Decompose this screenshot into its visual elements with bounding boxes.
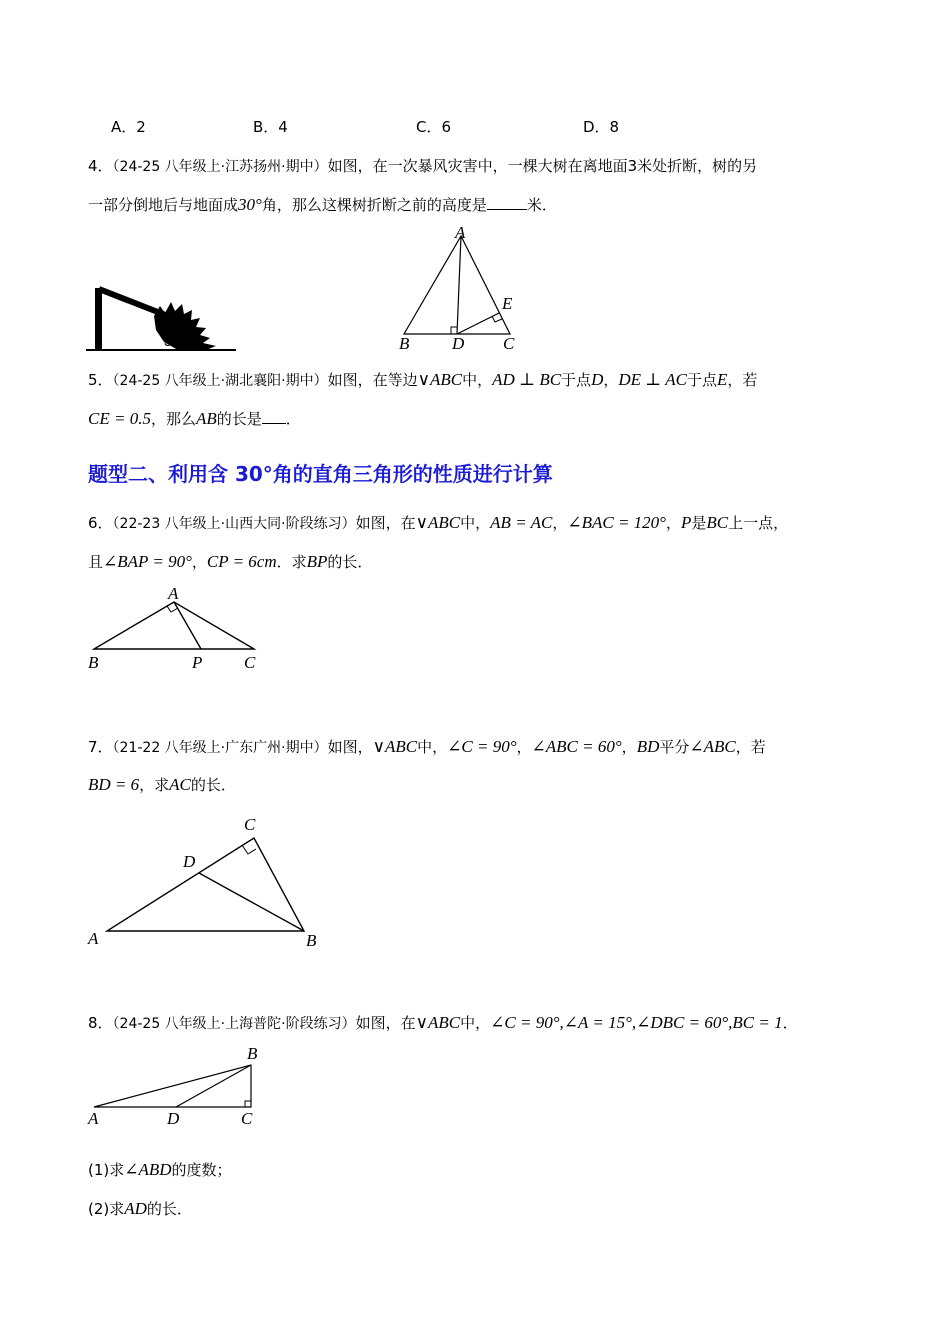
q8-line1: 8．（24-25 八年级上·上海普陀·阶段练习）如图，在∨ABC中，∠C = 90°,∠A = 15°,∠DBC = 60°,BC = 1． — [88, 1013, 798, 1032]
option-c: C．6 — [416, 118, 452, 136]
section-heading: 题型二、利用含 30°角的直角三角形的性质进行计算 — [88, 462, 553, 486]
q5-line1: 5．（24-25 八年级上·湖北襄阳·期中）如图，在等边∨ABC中，AD ⊥ BC于点D，DE ⊥ AC于点E，若 — [88, 370, 758, 389]
label-c: C — [244, 815, 256, 834]
q7-line1: 7．（21-22 八年级上·广东广州·期中）如图，∨ABC中，∠C = 90°，∠ABC = 60°，BD平分∠ABC，若 — [88, 737, 766, 756]
altitude-ad — [457, 236, 461, 334]
triangle-abc-q8-figure — [84, 1042, 269, 1132]
q6-line1: 6．（22-23 八年级上·山西大同·阶段练习）如图，在∨ABC中，AB = AC，∠BAC = 120°，P是BC上一点， — [88, 513, 789, 532]
triangle-abc — [94, 602, 254, 649]
label-d: D — [452, 334, 465, 353]
label-d: D — [167, 1109, 180, 1128]
label-a: A — [168, 584, 179, 603]
option-b: B．4 — [253, 118, 288, 136]
tree-figure — [86, 280, 241, 355]
option-d: D．8 — [583, 118, 620, 136]
answer-blank — [487, 195, 527, 210]
triangle-abd-figure — [84, 810, 329, 950]
tree-trunk — [95, 288, 102, 350]
q7-line2: BD = 6，求AC的长． — [88, 775, 236, 794]
right-angle-c — [245, 1101, 251, 1107]
label-p: P — [192, 653, 203, 672]
label-d: D — [183, 852, 196, 871]
option-a: A．2 — [111, 118, 146, 136]
label-a: A — [88, 1109, 99, 1128]
label-b: B — [306, 931, 317, 950]
label-a: A — [88, 929, 99, 948]
right-angle-e — [492, 316, 502, 322]
q8-sub2: (2)求AD的长． — [88, 1199, 192, 1218]
label-e: E — [502, 294, 513, 313]
q8-sub1: (1)求∠ABD的度数； — [88, 1160, 232, 1179]
fig-angle-label: 30° — [164, 333, 186, 349]
right-angle-c — [242, 845, 256, 854]
right-angle-d — [451, 327, 457, 334]
label-b: B — [399, 334, 410, 353]
triangle-abc-figure — [395, 225, 520, 355]
label-b: B — [247, 1044, 258, 1063]
label-c: C — [503, 334, 515, 353]
label-c: C — [244, 653, 256, 672]
triangle-abc — [94, 1065, 251, 1107]
q4-line1: 4．（24-25 八年级上·江苏扬州·期中）如图，在一次暴风灾害中，一棵大树在离地面3米处折断，树的另 — [88, 157, 758, 175]
q4-line2: 一部分倒地后与地面成30°角，那么这棵树折断之前的高度是 米． — [88, 195, 557, 214]
label-a: A — [455, 225, 466, 242]
answer-blank — [262, 409, 286, 424]
triangle-abc — [107, 838, 304, 931]
triangle-abp-figure — [84, 582, 269, 674]
label-b: B — [88, 653, 99, 672]
q5-line2: CE = 0.5，那么AB的长是 ． — [88, 409, 301, 428]
perpendicular-de — [457, 313, 499, 334]
segment-bd — [176, 1065, 251, 1107]
segment-ap — [174, 602, 201, 649]
q6-line2: 且∠BAP = 90°，CP = 6cm．求BP的长． — [88, 552, 373, 571]
label-c: C — [241, 1109, 253, 1128]
